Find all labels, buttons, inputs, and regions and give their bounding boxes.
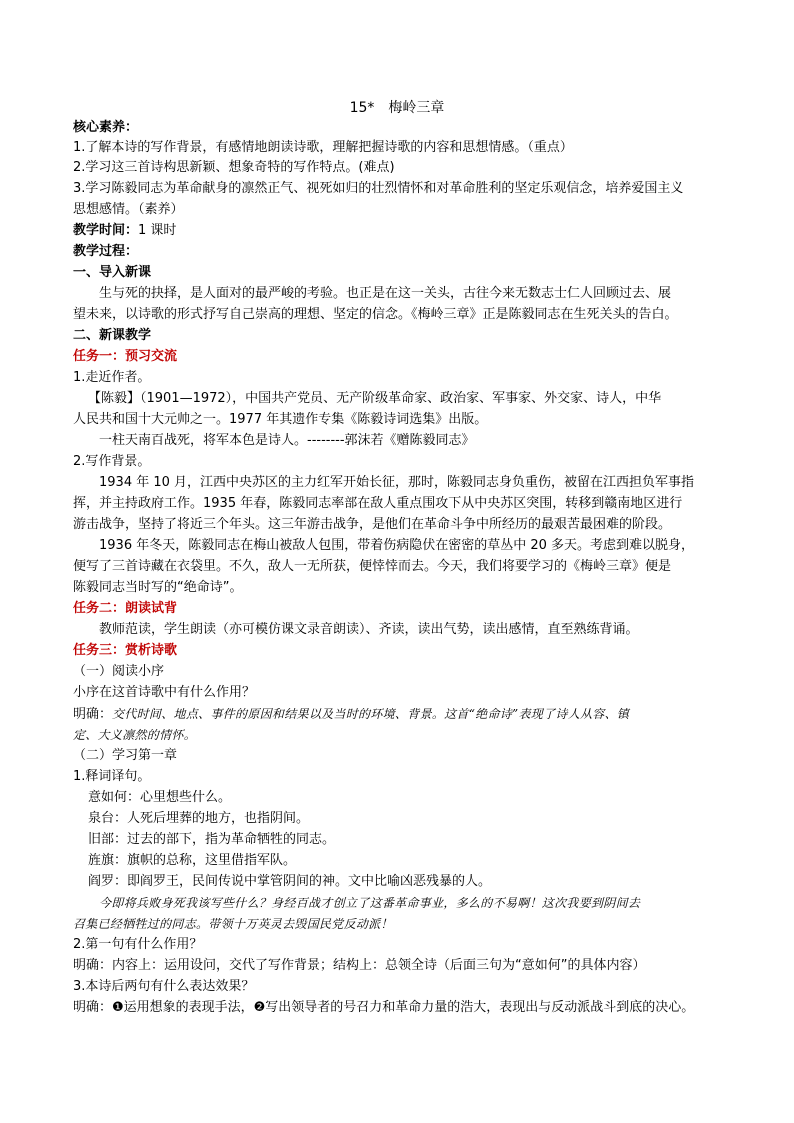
core-literacy-item: 1.了解本诗的写作背景，有感情地朗读诗歌，理解把握诗歌的内容和思想情感。（重点）: [73, 140, 573, 155]
core-literacy-heading: 核心素养：: [73, 120, 139, 135]
background-line: 陈毅同志当时写的“绝命诗”。: [73, 580, 243, 595]
author-line: 【陈毅】（1901—1972），中国共产党员、无产阶级革命家、政治家、军事家、外交家、诗人，中华: [88, 391, 662, 406]
question: 3.本诗后两句有什么表达效果？: [73, 979, 255, 994]
vocab-heading: 1.释词译句。: [73, 769, 151, 784]
translation-line: 今即将兵败身死我该写些什么？身经百战才创立了这番革命事业，多么的不易啊！这次我要到阴间去: [99, 896, 641, 910]
answer-line: 明确：❶运用想象的表现手法，❷写出领导者的号召力和革命力量的浩大，表现出与反动派战斗到底的决心。: [73, 1000, 695, 1015]
vocab-item: 旌旗：旗帜的总称，这里借指军队。: [88, 853, 297, 868]
answer-text: 交代时间、地点、事件的原因和结果以及当时的环境、背景。这首“绝命诗”表现了诗人从容、镇: [112, 707, 630, 721]
teaching-time-label: 教学时间：: [73, 223, 139, 238]
subsection-heading: （二）学习第一章: [73, 748, 178, 763]
process-heading: 教学过程：: [73, 244, 139, 259]
answer-line: [73, 704, 733, 725]
author-line: 人民共和国十大元帅之一。1977 年其遗作专集《陈毅诗词选集》出版。: [73, 412, 488, 427]
vocab-item: 意如何：心里想些什么。: [88, 790, 232, 805]
background-line: 1936 年冬天，陈毅同志在梅山被敌人包围，带着伤病隐伏在密密的草丛中 20 多天。考虑到难以脱身，: [99, 538, 695, 553]
background-line: 挥，并主持政府工作。1935 年春，陈毅同志率部在敌人重点围攻下从中央苏区突围，转移到赣南地区进行: [73, 496, 683, 511]
vocab-item: 旧部：过去的部下，指为革命牺牲的同志。: [88, 832, 336, 847]
section1-heading: 一、导入新课: [73, 265, 152, 280]
core-literacy-item: 思想感情。（素养）: [73, 202, 184, 217]
background-heading: 2.写作背景。: [73, 454, 151, 469]
page-title: 15* 梅岭三章: [349, 100, 445, 116]
section1-paragraph-line: 生与死的抉择，是人面对的最严峻的考验。也正是在这一关头，古往今来无数志士仁人回顾过去、展: [99, 286, 672, 301]
question: 小序在这首诗歌中有什么作用？: [73, 685, 256, 700]
answer-label: 明确：: [73, 707, 113, 722]
question: 2.第一句有什么作用？: [73, 937, 203, 952]
teaching-time: [73, 221, 733, 241]
background-line: 便写了三首诗藏在衣袋里。不久，敌人一无所获，便悻悻而去。今天，我们将要学习的《梅岭三章》便是: [73, 559, 672, 574]
task2-line: 教师范读，学生朗读（亦可模仿课文录音朗读）、齐读，读出气势，读出感情，直至熟练背诵。: [99, 622, 639, 637]
background-line: 游击战争，坚持了将近三个年头。这三年游击战争，是他们在革命斗争中所经历的最艰苦最困难的阶段。: [73, 517, 672, 532]
core-literacy-item: 2.学习这三首诗构思新颖、想象奇特的写作特点。(难点): [73, 160, 395, 175]
background-line: 1934 年 10 月，江西中央苏区的主力红军开始长征，那时，陈毅同志身负重伤，被留在江西担负军事指: [99, 475, 695, 490]
task3-heading: 任务三：赏析诗歌: [73, 643, 178, 658]
subsection-heading: （一）阅读小序: [73, 664, 165, 679]
author-heading: 1.走近作者。: [73, 370, 151, 385]
answer-line: 明确：内容上：运用设问，交代了写作背景；结构上：总领全诗（后面三句为“意如何”的具体内容）: [73, 958, 646, 973]
task1-heading: 任务一：预习交流: [73, 349, 178, 364]
vocab-item: 泉台：人死后埋葬的地方，也指阴间。: [88, 811, 310, 826]
section2-heading: 二、新课教学: [73, 328, 152, 343]
task2-heading: 任务二：朗读试背: [73, 601, 178, 616]
author-quote: 一柱天南百战死，将军本色是诗人。--------郭沫若《赠陈毅同志》: [99, 433, 475, 448]
vocab-item: 阎罗：即阎罗王，民间传说中掌管阴间的神。文中比喻凶恶残暴的人。: [88, 874, 492, 889]
translation-line: 召集已经牺牲过的同志。带领十万英灵去毁国民党反动派！: [73, 917, 393, 931]
answer-text: 定、大义凛然的情怀。: [73, 728, 197, 742]
core-literacy-item: 3.学习陈毅同志为革命献身的凛然正气、视死如归的壮烈情怀和对革命胜利的坚定乐观信念，培养爱国主义: [73, 181, 684, 196]
section1-paragraph-line: 望未来，以诗歌的形式抒写自己崇高的理想、坚定的信念。《梅岭三章》正是陈毅同志在生死关头的告白。: [73, 307, 678, 322]
teaching-time-value: 1 课时: [138, 223, 177, 238]
